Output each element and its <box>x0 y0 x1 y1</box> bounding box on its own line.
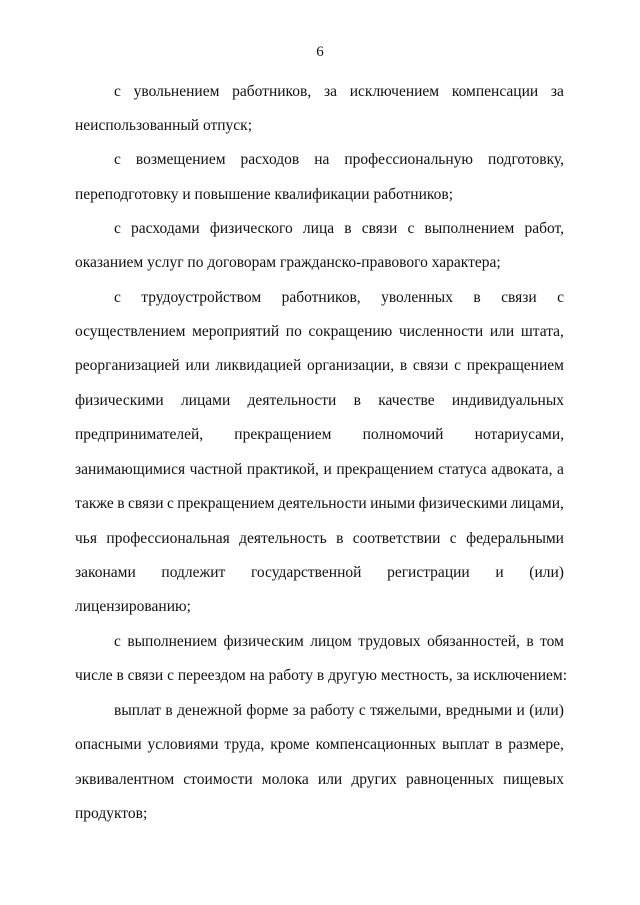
text-line <box>75 770 564 790</box>
text-line <box>75 322 564 342</box>
word: с <box>166 495 174 512</box>
word: других <box>351 771 397 788</box>
word: практикой, <box>246 461 319 478</box>
word: расходов <box>240 151 300 168</box>
word: за <box>292 702 306 719</box>
word: на <box>314 151 330 168</box>
word: равноценных <box>406 771 494 788</box>
text-line: числе в связи с переездом на работу в другую местность, за исключением: <box>75 667 568 684</box>
text-line <box>75 563 564 583</box>
word: занимающимися <box>75 461 186 478</box>
word: уволенных <box>381 289 453 306</box>
word: прекращением <box>466 357 564 374</box>
word: нотариусами, <box>474 426 564 443</box>
word: адвоката, <box>491 461 553 478</box>
word: том <box>540 633 564 650</box>
word: лицом <box>310 633 352 650</box>
text-line: лицензированию; <box>75 598 191 615</box>
word: с <box>114 83 121 100</box>
word: лицами, <box>510 495 564 512</box>
word: деятельности <box>247 392 337 409</box>
word: с <box>114 151 121 168</box>
word: компенсационных <box>315 736 437 753</box>
word: молока <box>261 771 309 788</box>
word: регистрации <box>387 564 470 581</box>
word: форме <box>246 702 289 719</box>
word: прекращением <box>177 495 275 512</box>
text-line <box>75 529 564 549</box>
text-line: оказанием услуг по договорам гражданско-правового характера; <box>75 254 501 271</box>
word: реорганизацией <box>75 357 180 374</box>
word: в <box>353 392 361 409</box>
word: по <box>285 323 302 340</box>
word: выполнением <box>424 220 515 237</box>
word: предпринимателей, <box>75 426 204 443</box>
word: работников, <box>281 289 361 306</box>
word: с <box>407 220 415 237</box>
word: в <box>165 702 173 719</box>
word: (или) <box>529 564 564 581</box>
word: (или) <box>529 702 564 719</box>
word: частной <box>189 461 243 478</box>
word: лицами <box>180 392 231 409</box>
text-line <box>114 219 564 239</box>
word: тяжелыми, <box>370 702 442 719</box>
word: в <box>494 736 503 753</box>
text-line <box>75 425 564 445</box>
text-line <box>75 356 564 376</box>
word: опасными <box>75 736 142 753</box>
word: физического <box>209 220 293 237</box>
word: чья <box>75 530 97 547</box>
word: иными <box>370 495 416 512</box>
word: физическими <box>418 495 508 512</box>
word: прекращением <box>234 426 332 443</box>
word: труда, <box>224 736 265 753</box>
word: физическим <box>223 633 304 650</box>
word: лица <box>302 220 335 237</box>
word: деятельности <box>277 495 367 512</box>
word: штата, <box>520 323 564 340</box>
word: и <box>323 461 332 478</box>
word: также <box>75 495 114 512</box>
word: с <box>358 702 366 719</box>
word: прекращением <box>336 461 434 478</box>
word: с <box>114 220 121 237</box>
word: расходами <box>131 220 200 237</box>
word: профессиональная <box>106 530 230 547</box>
word: качестве <box>378 392 435 409</box>
word: компенсации <box>451 83 539 100</box>
word: мероприятий <box>192 323 280 340</box>
word: связи <box>501 289 537 306</box>
word: в <box>117 495 125 512</box>
text-line: неиспользованный отпуск; <box>75 117 253 134</box>
word: трудовых <box>358 633 421 650</box>
word: в <box>526 633 534 650</box>
word: связи <box>127 495 164 512</box>
word: исключением <box>349 83 440 100</box>
word: выплат <box>114 702 162 719</box>
word: стоимости <box>183 771 253 788</box>
word: возмещением <box>135 151 226 168</box>
word: денежной <box>177 702 243 719</box>
word: с <box>114 633 121 650</box>
text-line <box>75 391 564 411</box>
word: в <box>336 530 344 547</box>
word: увольнением <box>133 83 220 100</box>
word: за <box>323 83 337 100</box>
word: эквивалентном <box>75 771 175 788</box>
text-line <box>114 150 564 170</box>
word: обязанностей, <box>427 633 520 650</box>
text-line <box>114 288 564 308</box>
text-line: продуктов; <box>75 805 148 822</box>
word: физическими <box>75 392 164 409</box>
word: размере, <box>508 736 564 753</box>
word: статуса <box>438 461 487 478</box>
word: соответствии <box>352 530 441 547</box>
word: в <box>344 220 352 237</box>
page-number: 6 <box>316 44 324 60</box>
word: в <box>473 289 481 306</box>
word: профессиональную <box>344 151 473 168</box>
word: а <box>557 461 564 478</box>
word: подготовку, <box>487 151 564 168</box>
word: и <box>516 702 525 719</box>
text-line <box>75 460 564 480</box>
word: работников, <box>232 83 312 100</box>
word: государственной <box>250 564 362 581</box>
word: выполнением <box>127 633 218 650</box>
word: работу <box>310 702 355 719</box>
word: трудоустройством <box>141 289 262 306</box>
word: полномочий <box>362 426 444 443</box>
word: осуществлением <box>75 323 186 340</box>
word: законами <box>75 564 136 581</box>
word: с <box>449 530 457 547</box>
word: федеральными <box>466 530 564 547</box>
word: с <box>557 289 564 306</box>
text-line <box>75 735 564 755</box>
word: или <box>317 771 343 788</box>
word: деятельность <box>239 530 327 547</box>
word: вредными <box>445 702 513 719</box>
word: связи <box>361 220 398 237</box>
word: численности <box>398 323 484 340</box>
text-line <box>114 82 564 102</box>
word: подлежит <box>161 564 226 581</box>
word: выплат <box>442 736 490 753</box>
word: или <box>185 357 210 374</box>
word: связи <box>412 357 449 374</box>
word: с <box>114 289 121 306</box>
word: условиями <box>147 736 219 753</box>
word: в <box>399 357 408 374</box>
text-line <box>114 632 564 652</box>
word: работ, <box>524 220 564 237</box>
text-line <box>114 701 564 721</box>
word: пищевых <box>503 771 564 788</box>
text-line: переподготовку и повышение квалификации работников; <box>75 186 453 203</box>
text-line <box>75 494 564 514</box>
word: сокращению <box>308 323 393 340</box>
word: кроме <box>270 736 310 753</box>
word: организации, <box>306 357 395 374</box>
word: или <box>489 323 515 340</box>
word: индивидуальных <box>451 392 564 409</box>
word: за <box>550 83 564 100</box>
word: и <box>495 564 504 581</box>
word: с <box>454 357 462 374</box>
word: ликвидацией <box>215 357 302 374</box>
